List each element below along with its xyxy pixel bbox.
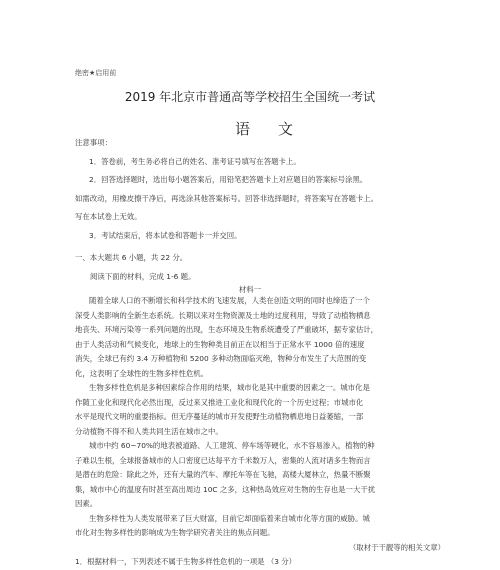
note-line: 2．回答选择题时，选出每小题答案后，用铅笔把答题卡上对应题目的答案标号涂黑。 [89,175,368,185]
passage-line: 子难以生根，全球报备城市的人口密度已达每平方千米数万人，密集的人流对诸多生物而言 [75,455,371,465]
passage-line: 市化对生物多样性的影响成为生物学研究者关注的焦点问题。 [75,528,275,537]
note-line: 3．考试结束后，将本试卷和答题卡一并交回。 [89,230,242,240]
passage-line: 集，城市中心的温度有时甚至高出周边 10C 之多，这种热岛效应对生物的生存也是一大干扰 [75,484,376,494]
exam-title: 2019 年北京市普通高等学校招生全国统一考试 [124,90,376,104]
secret-mark: 绝密★启用前 [75,69,117,77]
note-line: 如需改动，用橡皮擦干净后，再选涂其他答案标号。回答非选择题时，将答案写在答题卡上。 [75,193,379,203]
note-line: 写在本试卷上无效。 [75,212,142,222]
source-note: （取材于干靓等的相关文章） [348,542,445,552]
passage-line: 生物多样性危机是多种因素综合作用的结果，城市化是其中重要的因素之一。城市化是 [89,383,370,392]
passage-line: 化，这表明了全球性的生物多样性危机。 [75,368,209,378]
subject-title: 语文 [234,120,321,138]
passage [75,294,445,570]
passage-line: 消失，全球已有约 3.4 万种植物和 5200 多种动物面临灭绝，物种分布发生了大范围的变 [75,354,367,363]
passage-line: 分动植物不得不和人类共同生活在城市之中。 [75,426,223,436]
passage-line: 作随工业化和现代化必然出现，反过来又推进工业化和现代化的一个历史过程；市城市化 [75,397,364,407]
passage-line: 水平是现代文明的重要指标。但无序蔓延的城市开发使野生动植物栖息地日益萎缩，一部 [75,412,364,421]
passage-line: 随着全球人口的不断增长和科学技术的飞速发展，人类在创造文明的同时也缔造了一个 [89,296,370,305]
question-1: 1．根据材料一，下列表述不属于生物多样性危机的一项是 （3 分） [75,557,297,566]
passage-line: 因素。 [75,499,98,508]
passage-line: 生物多样性为人类发展带来了巨大财富，目前它却面临着来自城市化等方面的威胁。城 [89,513,370,523]
passage-line: 地丧失、环境污染等一系列问题的出现，生态环境及生物系统遭受了严重破坏，据专家估计， [75,325,379,334]
notes-heading: 注意事项： [75,138,112,147]
passage-line: 城市中约 60~70%的地表被道路、人工建筑、停车场等硬化，水不容易渗入，植物的种 [89,441,375,450]
notes-section [75,134,435,246]
passage-line: 深受人类影响的全新生态系统。长期以来对生物资源及土地的过度利用，导致了动植物栖息 [75,310,371,320]
section-instruction: 阅读下面的材料，完成 1-6 题。 [90,272,196,281]
passage-line: 是潜在的危险：除此之外，还有大量的汽车、摩托车等在飞驰，高楼大厦林立，热量不断聚 [75,470,371,479]
passage-line: 由于人类活动和气候变化，地球上的生物种类目前正在以相当于正常水平 1000 倍的速度 [75,339,365,349]
section-heading: 一、本大题共 6 小题，共 22 分。 [75,253,188,262]
note-line: 1．答卷前，考生务必将自己的姓名、准考证号填写在答题卡上。 [89,156,301,166]
material-title: 材料一 [238,285,262,294]
